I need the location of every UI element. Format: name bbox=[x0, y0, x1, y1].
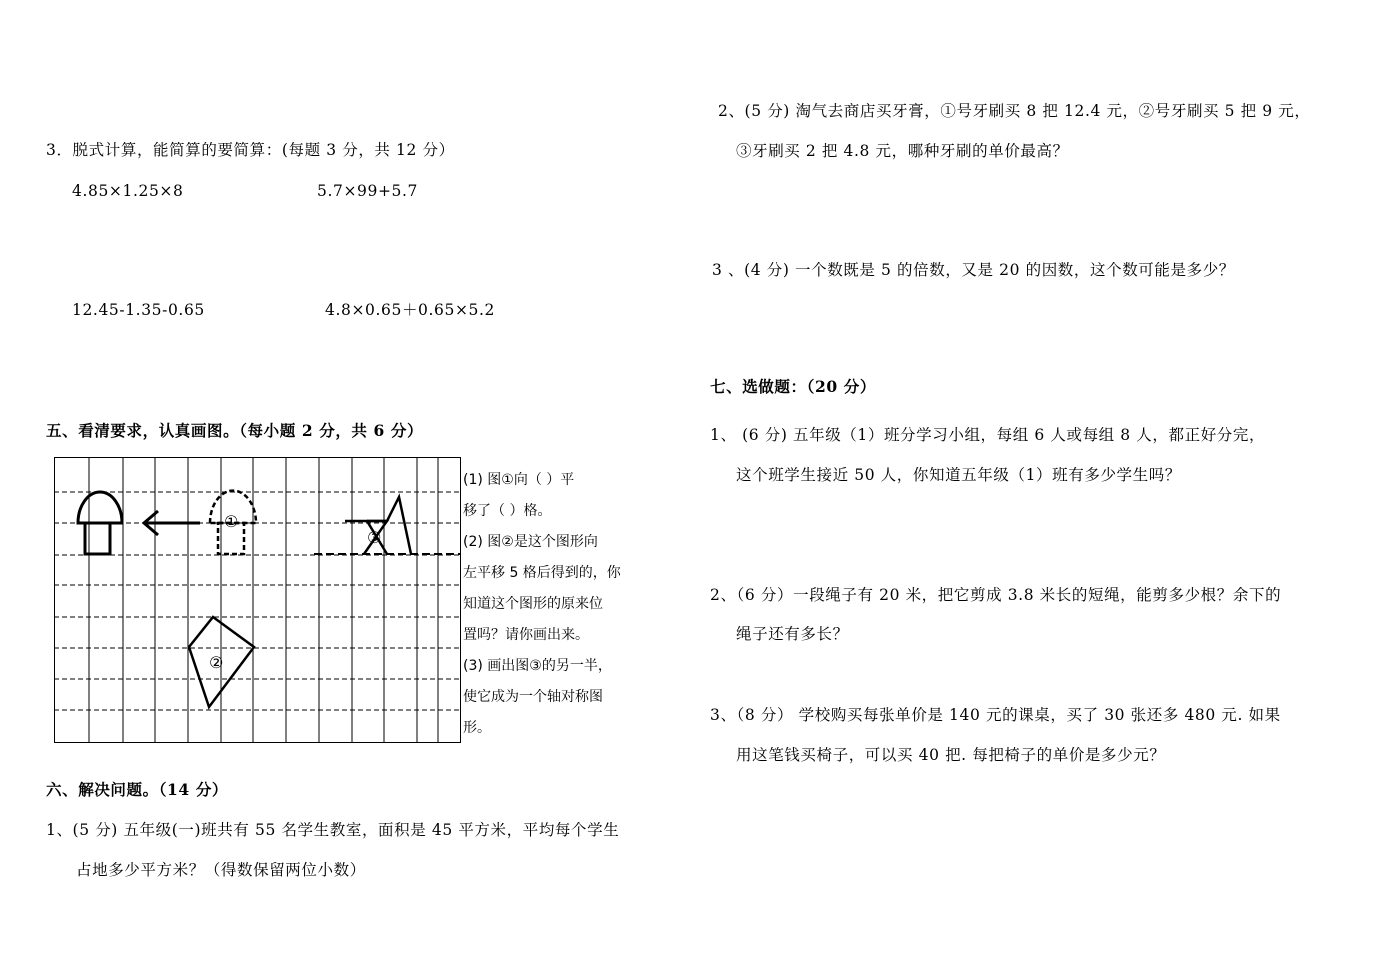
figure-instructions bbox=[463, 470, 621, 749]
figure-label-1: ① bbox=[224, 512, 239, 531]
section-6-title: 六、解决问题。（14 分） bbox=[46, 780, 229, 799]
expression-2: 5.7×99+5.7 bbox=[317, 182, 418, 200]
instruction-line: 使它成为一个轴对称图 bbox=[463, 689, 603, 705]
expression-3: 12.45-1.35-0.65 bbox=[72, 301, 205, 319]
optional-3-line-1: 3、（8 分） 学校购买每张单价是 140 元的课桌，买了 30 张还多 480 元. 如果 bbox=[710, 706, 1281, 724]
instruction-line: 形。 bbox=[463, 720, 491, 736]
problem-2-line-2: ③牙刷买 2 把 4.8 元，哪种牙刷的单价最高？ bbox=[736, 142, 1069, 160]
optional-3-line-2: 用这笔钱买椅子，可以买 40 把. 每把椅子的单价是多少元？ bbox=[736, 746, 1166, 764]
instruction-line: 移了（ ）格。 bbox=[463, 503, 552, 519]
instruction-line: 左平移 5 格后得到的，你 bbox=[463, 565, 621, 581]
optional-2-line-2: 绳子还有多长？ bbox=[736, 625, 849, 643]
problem-1-line-1: 1、(5 分) 五年级(一)班共有 55 名学生教室，面积是 45 平方米，平均每个学生 bbox=[46, 821, 620, 839]
optional-2-line-1: 2、（6 分）一段绳子有 20 米，把它剪成 3.8 米长的短绳，能剪多少根？余下的 bbox=[710, 586, 1282, 604]
instruction-line: (1) 图①向（ ）平 bbox=[463, 472, 575, 488]
figure-label-3: ③ bbox=[367, 528, 382, 547]
q3-title: 3．脱式计算，能简算的要简算：(每题 3 分，共 12 分） bbox=[46, 141, 455, 159]
optional-1-line-1: 1、 (6 分) 五年级（1）班分学习小组，每组 6 人或每组 8 人，都正好分完， bbox=[710, 426, 1266, 444]
problem-3: 3 、(4 分) 一个数既是 5 的倍数，又是 20 的因数，这个数可能是多少？ bbox=[712, 261, 1235, 279]
instruction-line: 置吗？请你画出来。 bbox=[463, 627, 589, 643]
drawing-grid-figure bbox=[54, 457, 621, 747]
instruction-line: (3) 画出图③的另一半， bbox=[463, 658, 612, 674]
figure-label-2: ② bbox=[209, 653, 224, 672]
optional-1-line-2: 这个班学生接近 50 人，你知道五年级（1）班有多少学生吗？ bbox=[736, 466, 1181, 484]
expression-4: 4.8×0.65＋0.65×5.2 bbox=[325, 301, 495, 319]
instruction-line: (2) 图②是这个图形向 bbox=[463, 534, 598, 550]
expression-1: 4.85×1.25×8 bbox=[72, 182, 184, 200]
section-7-title: 七、选做题：（20 分） bbox=[710, 377, 876, 396]
problem-1-line-2: 占地多少平方米？（得数保留两位小数） bbox=[76, 861, 366, 879]
instruction-line: 知道这个图形的原来位 bbox=[463, 596, 603, 612]
left-arrow-icon bbox=[144, 511, 200, 535]
mushroom-shape bbox=[78, 492, 122, 554]
problem-2-line-1: 2、(5 分) 淘气去商店买牙膏，①号牙刷买 8 把 12.4 元，②号牙刷买 5 把 9 元， bbox=[718, 102, 1311, 120]
section-5-title: 五、看清要求，认真画图。（每小题 2 分，共 6 分） bbox=[46, 421, 424, 440]
